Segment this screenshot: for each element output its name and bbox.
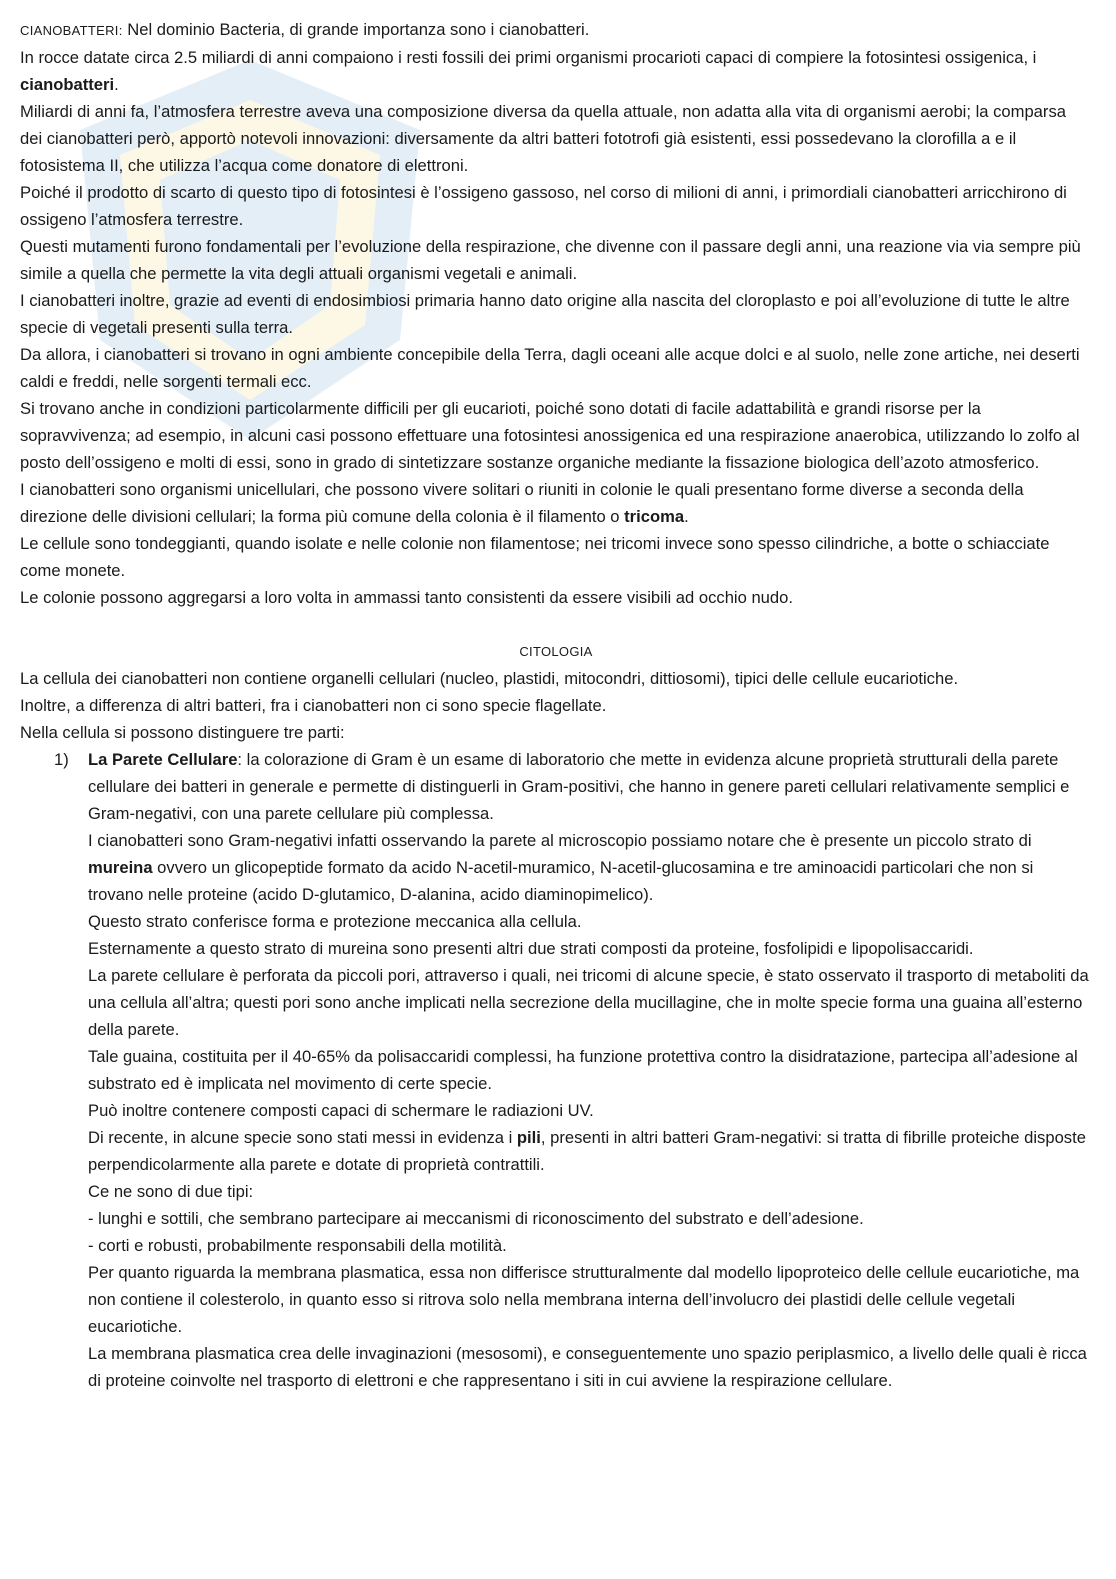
- list-item-parete-cellulare: [20, 746, 1092, 1394]
- list-item-number: 1): [54, 750, 69, 769]
- intro-paragraph-10: Le cellule sono tondeggianti, quando isolate e nelle colonie non filamentose; nei tricomi invece sono spesso cilindriche, a botte o schiacciate come monete.: [20, 534, 1050, 580]
- list-item-sentence-3: Esternamente a questo strato di mureina sono presenti altri due strati composti da proteine, fosfolipidi e lipopolisaccaridi.: [88, 939, 974, 958]
- intro-paragraph-2: In rocce datate circa 2.5 miliardi di anni compaiono i resti fossili dei primi organismi procarioti capaci di compiere la fotosintesi ossigenica, i cianobatteri.: [20, 48, 1037, 94]
- intro-paragraph-11: Le colonie possono aggregarsi a loro volta in ammassi tanto consistenti da essere visibili ad occhio nudo.: [20, 588, 793, 607]
- intro-paragraph-5: Questi mutamenti furono fondamentali per l’evoluzione della respirazione, che divenne con il passare degli anni, una reazione via via sempre più simile a quella che permette la vita degli attuali organismi vegetali e animali.: [20, 237, 1081, 283]
- list-item-sentence-7: Di recente, in alcune specie sono stati messi in evidenza i pili, presenti in altri batteri Gram-negativi: si tratta di fibrille proteiche disposte perpendicolarmente alla parete e dotate di proprietà contrattili.: [88, 1128, 1086, 1174]
- list-item-sentence-9: - lunghi e sottili, che sembrano partecipare ai meccanismi di riconoscimento del substrato e dell’adesione.: [88, 1209, 864, 1228]
- section-title-citologia: CITOLOGIA: [519, 644, 593, 659]
- citologia-paragraph-3: Nella cellula si possono distinguere tre parti:: [20, 723, 345, 742]
- list-item-sentence-1: I cianobatteri sono Gram-negativi infatti osservando la parete al microscopio possiamo notare che è presente un piccolo strato di mureina ovvero un glicopeptide formato da acido N-acetil-muramico, N-acetil-glucosamina e tre aminoacidi particolari che non si trovano nelle proteine (acido D-glutamico, D-alanina, acido diaminopimelico).: [88, 831, 1034, 904]
- list-item-sentence-8: Ce ne sono di due tipi:: [88, 1182, 254, 1201]
- document-page: [20, 16, 1092, 1394]
- list-item-sentence-2: Questo strato conferisce forma e protezione meccanica alla cellula.: [88, 912, 582, 931]
- intro-paragraph-8: Si trovano anche in condizioni particolarmente difficili per gli eucarioti, poiché sono dotati di facile adattabilità e grandi risorse per la sopravvivenza; ad esempio, in alcuni casi possono effettuare una fotosintesi anossigenica ed una respirazione anaerobica, utilizzando lo zolfo al posto dell’ossigeno e molti di essi, sono in grado di sintetizzare sostanze organiche mediante la fissazione biologica dell’azoto atmosferico.: [20, 399, 1080, 472]
- list-item-sentence-10: - corti e robusti, probabilmente responsabili della motilità.: [88, 1236, 507, 1255]
- citologia-paragraph-1: La cellula dei cianobatteri non contiene organelli cellulari (nucleo, plastidi, mitocondri, dittiosomi), tipici delle cellule eucariotiche.: [20, 669, 959, 688]
- list-item-intro: La Parete Cellulare: la colorazione di Gram è un esame di laboratorio che mette in evidenza alcune proprietà strutturali della parete cellulare dei batteri in generale e permette di distinguerli in Gram-positivi, che hanno in genere pareti cellulari relativamente semplici e Gram-negativi, con una parete cellulare più complessa.: [88, 750, 1070, 823]
- intro-paragraph-7: Da allora, i cianobatteri si trovano in ogni ambiente concepibile della Terra, dagli oceani alle acque dolci e al suolo, nelle zone artiche, nei deserti caldi e freddi, nelle sorgenti termali ecc.: [20, 345, 1080, 391]
- intro-paragraph-9: I cianobatteri sono organismi unicellulari, che possono vivere solitari o riuniti in colonie le quali presentano forme diverse a seconda della direzione delle divisioni cellulari; la forma più comune della colonia è il filamento o tricoma.: [20, 480, 1024, 526]
- citologia-paragraph-2: Inoltre, a differenza di altri batteri, fra i cianobatteri non ci sono specie flagellate.: [20, 696, 607, 715]
- list-item-sentence-6: Può inoltre contenere composti capaci di schermare le radiazioni UV.: [88, 1101, 594, 1120]
- intro-paragraph-6: I cianobatteri inoltre, grazie ad eventi di endosimbiosi primaria hanno dato origine alla nascita del cloroplasto e poi all’evoluzione di tutte le altre specie di vegetali presenti sulla terra.: [20, 291, 1070, 337]
- list-item-sentence-4: La parete cellulare è perforata da piccoli pori, attraverso i quali, nei tricomi di alcune specie, è stato osservato il trasporto di metaboliti da una cellula all’altra; questi pori sono anche implicati nella secrezione della mucillagine, che in molte specie forma una guaina all’esterno della parete.: [88, 966, 1089, 1039]
- intro-paragraph-4: Poiché il prodotto di scarto di questo tipo di fotosintesi è l’ossigeno gassoso, nel corso di milioni di anni, i primordiali cianobatteri arricchirono di ossigeno l’atmosfera terrestre.: [20, 183, 1067, 229]
- intro-paragraph-3: Miliardi di anni fa, l’atmosfera terrestre aveva una composizione diversa da quella attuale, non adatta alla vita di organismi aerobi; la comparsa dei cianobatteri però, apportò notevoli innovazioni: diversamente da altri batteri fototrofi già esistenti, essi possedevano la clorofilla a e il fotosistema II, che utilizza l’acqua come donatore di elettroni.: [20, 102, 1066, 175]
- list-item-sentence-12: La membrana plasmatica crea delle invaginazioni (mesosomi), e conseguentemente uno spazio periplasmico, a livello delle quali è ricca di proteine coinvolte nel trasporto di elettroni e che rappresentano i siti in cui avviene la respirazione cellulare.: [88, 1344, 1087, 1390]
- list-item-sentence-5: Tale guaina, costituita per il 40-65% da polisaccaridi complessi, ha funzione protettiva contro la disidratazione, partecipa all’adesione al substrato ed è implicata nel movimento di certe specie.: [88, 1047, 1078, 1093]
- intro-paragraph-1: CIANOBATTERI: Nel dominio Bacteria, di grande importanza sono i cianobatteri.: [20, 20, 590, 39]
- list-item-sentence-11: Per quanto riguarda la membrana plasmatica, essa non differisce strutturalmente dal modello lipoproteico delle cellule eucariotiche, ma non contiene il colesterolo, in quanto esso si ritrova solo nella membrana interna dell’involucro dei plastidi delle cellule vegetali eucariotiche.: [88, 1263, 1080, 1336]
- document-heading: CIANOBATTERI:: [20, 23, 123, 38]
